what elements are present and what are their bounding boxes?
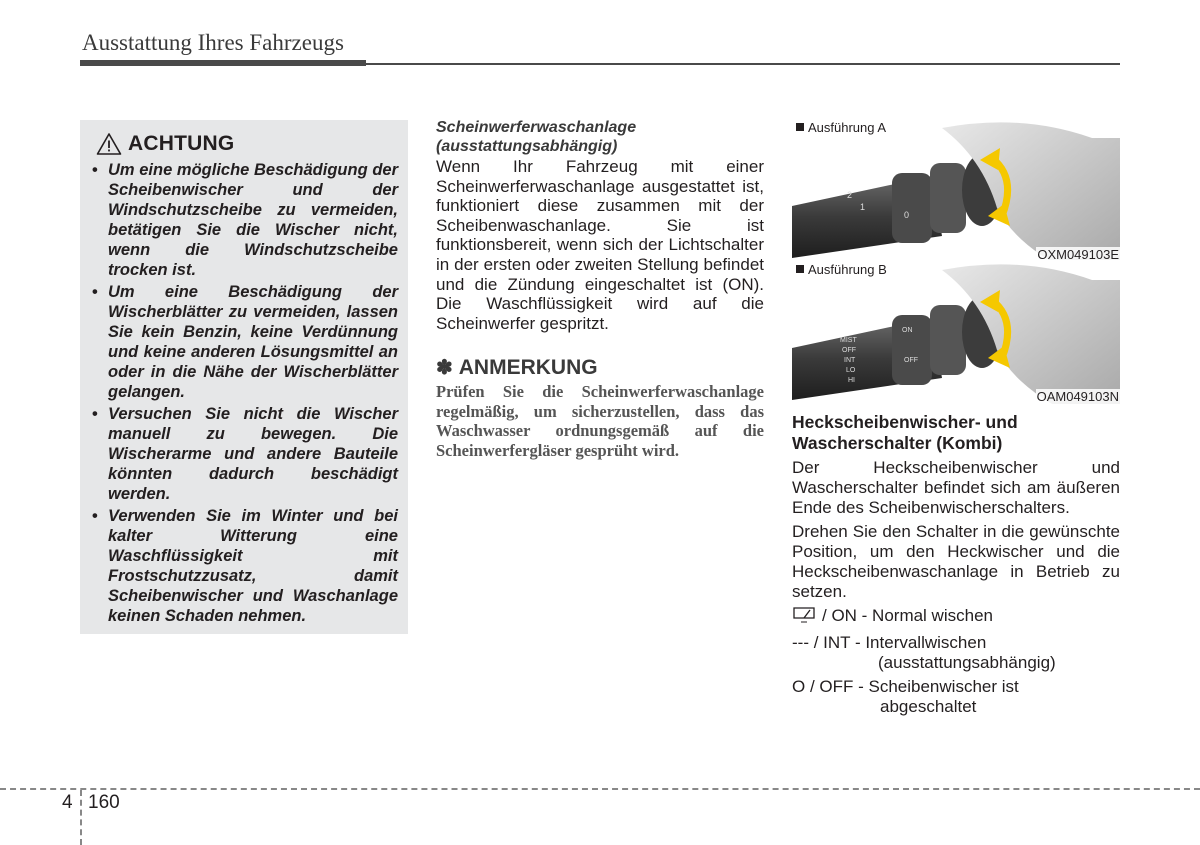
note-text: Prüfen Sie die Scheinwerferwaschanlage regelmäßig, um sicherzustellen, dass das Waschwasser ordnungsgemäß auf die Scheinwerfergläser gesprüht wird. — [436, 382, 764, 460]
footer-divider — [80, 790, 82, 845]
header-rule-thin — [366, 63, 1120, 65]
legend-row-int — [792, 633, 1120, 653]
caution-item: • Um eine Beschädigung der Wischerblätter zu vermeiden, lassen Sie kein Benzin, keine Verdünnung und keine anderen Lösungsmittel an oder in die Nähe der Wischerblätter gelangen. — [90, 282, 398, 402]
caution-title: ACHTUNG — [128, 132, 235, 155]
switch-mark: 1 — [860, 202, 866, 212]
switch-illustration-b — [792, 260, 1120, 404]
switch-mark: MIST — [840, 337, 857, 344]
page-number: 160 — [88, 792, 120, 813]
paragraph: Der Heckscheibenwischer und Wascherschalter befindet sich am äußeren Ende des Scheibenwischerschalters. — [792, 458, 1120, 517]
section-heading: Heckscheibenwischer- und Wascherschalter (Kombi) — [792, 412, 1018, 453]
image-code: OXM049103E — [1037, 247, 1119, 262]
switch-mark: LO — [846, 367, 856, 374]
square-bullet-icon — [796, 123, 804, 131]
switch-illustration-a — [792, 118, 1120, 262]
caution-item: • Versuchen Sie nicht die Wischer manuell zu bewegen. Die Wischerarme und andere Bauteile könnten dadurch beschädigt werden. — [90, 404, 398, 504]
switch-mark: OFF — [842, 347, 856, 354]
switch-mark: ON — [902, 327, 913, 334]
caution-item: • Verwenden Sie im Winter und bei kalter Witterung eine Waschflüssigkeit mit Frostschutzzusatz, damit Scheibenwischer und Waschanlage keinen Schaden nehmen. — [90, 506, 398, 626]
header-rule-dark — [80, 60, 366, 66]
legend-symbol: --- — [792, 633, 809, 652]
chapter-number: 4 — [62, 792, 73, 813]
legend-text: / INT - Intervallwischen — [808, 633, 987, 652]
switch-mark: INT — [844, 357, 856, 364]
note-title: ANMERKUNG — [458, 355, 598, 379]
legend-row-off — [792, 677, 1120, 697]
note-star-icon: ✽ — [436, 357, 453, 380]
variant-label: Ausführung A — [796, 120, 886, 135]
section-subtitle: Scheinwerferwaschanlage (ausstattungsabhängig) — [436, 119, 637, 155]
wiper-switch-photo-b — [792, 260, 1120, 404]
legend-text: / ON - Normal wischen — [822, 606, 993, 625]
legend-subtext: (ausstattungsabhängig) — [878, 653, 1056, 672]
caution-heading — [96, 132, 398, 156]
page-header-title: Ausstattung Ihres Fahrzeugs — [82, 30, 344, 55]
variant-label: Ausführung B — [796, 262, 887, 277]
switch-mark: 2 — [847, 190, 853, 200]
image-code: OAM049103N — [1036, 389, 1119, 404]
caution-item: • Um eine mögliche Beschädigung der Scheibenwischer und der Windschutzscheibe zu vermeiden, betätigen Sie die Wischer nicht, wenn die Windschutzscheibe trocken ist. — [90, 160, 398, 280]
wiper-switch-photo-a — [792, 118, 1120, 262]
square-bullet-icon — [796, 265, 804, 273]
warning-triangle-icon — [96, 132, 122, 156]
switch-mark: 0 — [904, 210, 910, 220]
switch-mark: HI — [848, 377, 855, 384]
legend-subtext: abgeschaltet — [880, 697, 977, 716]
rear-wiper-icon — [792, 606, 822, 629]
rear-wiper-section — [792, 412, 1120, 717]
caution-list — [90, 160, 398, 626]
headlamp-washer-section — [436, 118, 764, 460]
legend-row-on — [792, 606, 1120, 629]
note-heading — [436, 355, 764, 380]
paragraph: Drehen Sie den Schalter in die gewünschte Position, um den Heckwischer und die Heckscheibenwaschanlage in Betrieb zu setzen. — [792, 522, 1120, 601]
legend-symbol: O — [792, 677, 806, 696]
section-body: Wenn Ihr Fahrzeug mit einer Scheinwerferwaschanlage ausgestattet ist, funktioniert diese zusammen mit der Scheibenwaschanlage. Sie ist funktionsbereit, wenn sich der Lichtschalter in der ersten oder zweiten Stellung befindet und die Zündung eingeschaltet ist (ON). Die Waschflüssigkeit wird auf die Scheinwerfer gespritzt. — [436, 157, 764, 333]
switch-mark: OFF — [904, 357, 918, 364]
footer-rule — [0, 788, 1200, 790]
caution-box — [80, 120, 408, 634]
legend-text: / OFF - Scheibenwischer ist — [805, 677, 1019, 696]
